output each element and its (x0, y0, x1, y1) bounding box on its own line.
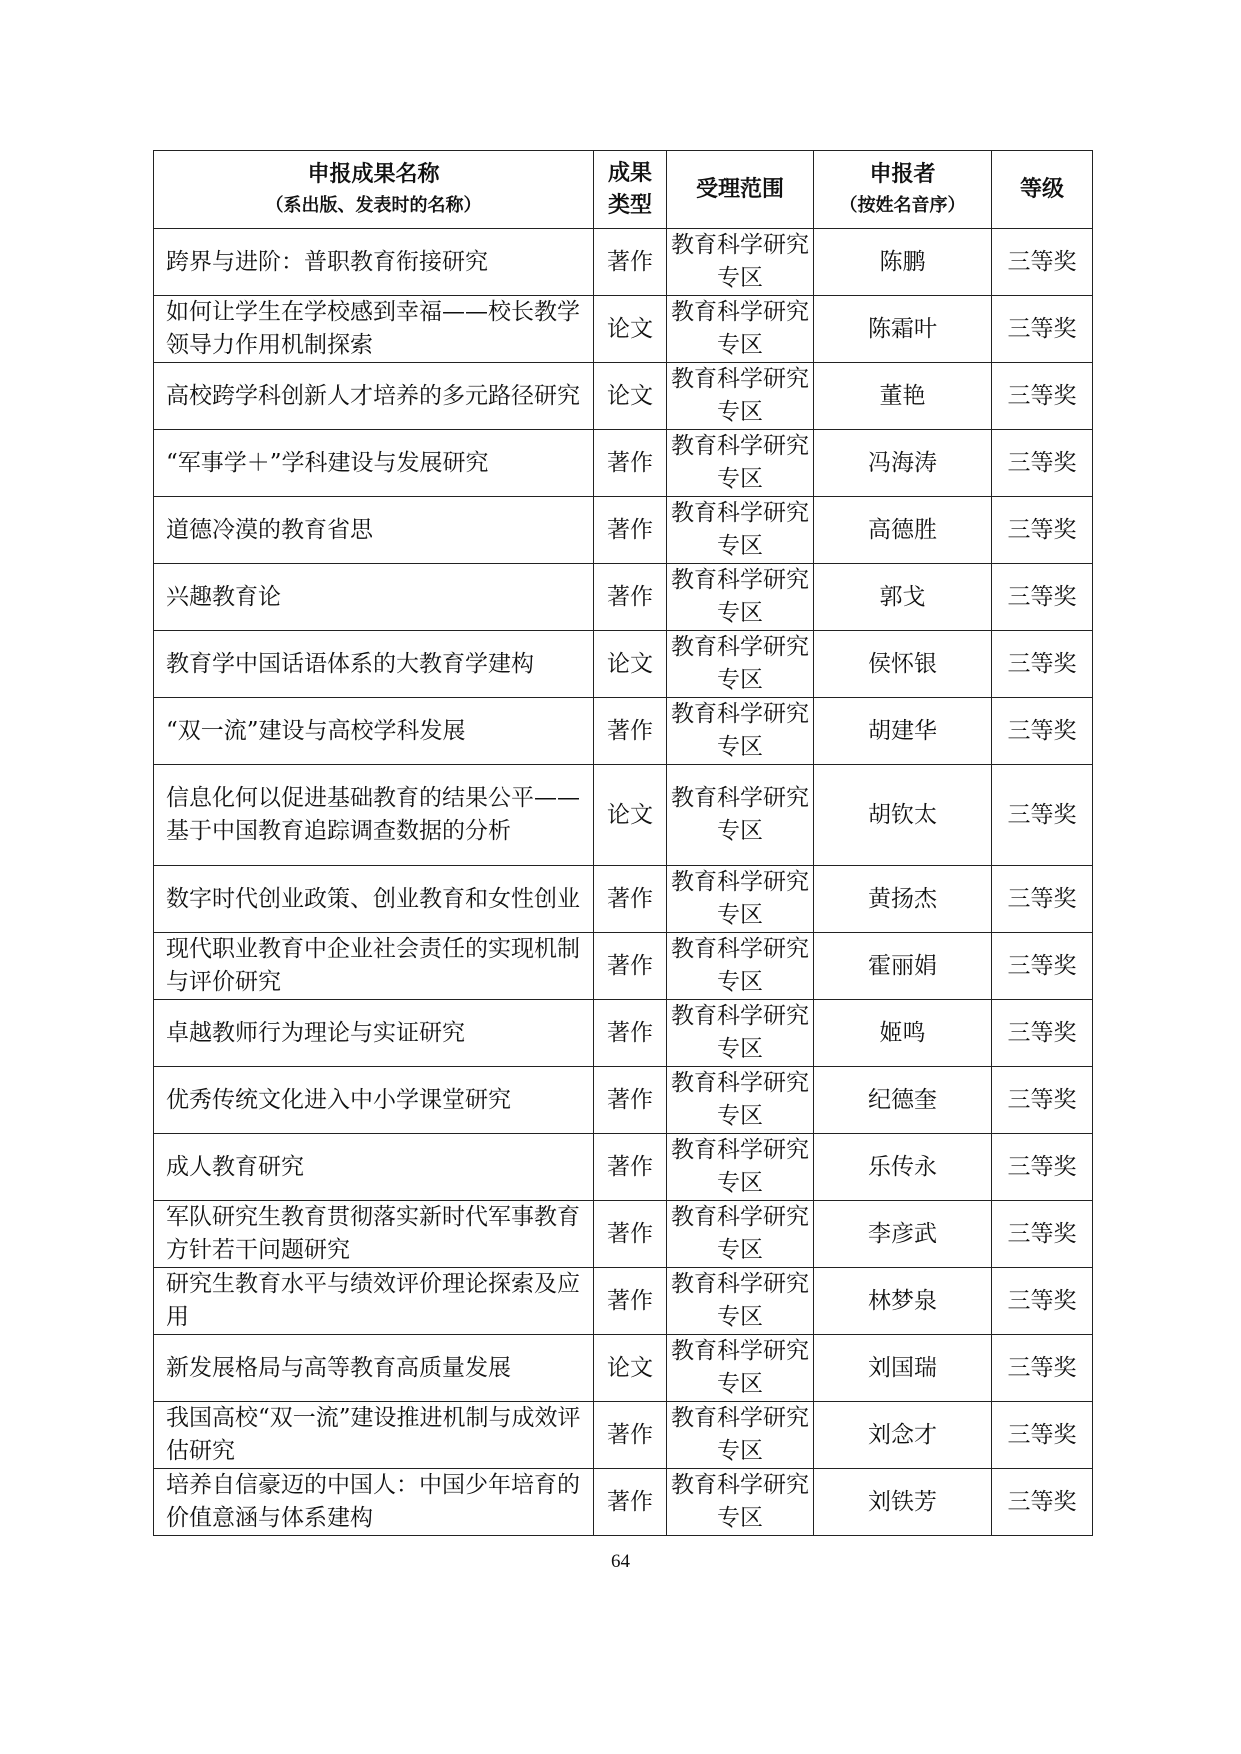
cell-applicant: 霍丽娟 (814, 933, 992, 1000)
cell-level: 三等奖 (992, 765, 1093, 866)
cell-name: 军队研究生教育贯彻落实新时代军事教育方针若干问题研究 (154, 1201, 594, 1268)
cell-applicant: 刘念才 (814, 1402, 992, 1469)
table-row (154, 866, 1093, 933)
cell-type: 论文 (594, 631, 667, 698)
cell-type: 论文 (594, 1335, 667, 1402)
cell-level: 三等奖 (992, 1201, 1093, 1268)
cell-name: “军事学＋”学科建设与发展研究 (154, 430, 594, 497)
cell-scope: 教育科学研究专区 (667, 564, 814, 631)
cell-type: 著作 (594, 1469, 667, 1536)
cell-scope: 教育科学研究专区 (667, 1402, 814, 1469)
header-name-sub: （系出版、发表时的名称） (265, 194, 482, 216)
cell-applicant: 董艳 (814, 363, 992, 430)
cell-level: 三等奖 (992, 296, 1093, 363)
cell-type: 著作 (594, 497, 667, 564)
cell-scope: 教育科学研究专区 (667, 1067, 814, 1134)
table-row (154, 1402, 1093, 1469)
cell-scope: 教育科学研究专区 (667, 933, 814, 1000)
header-row (154, 151, 1093, 229)
cell-level: 三等奖 (992, 1134, 1093, 1201)
cell-level: 三等奖 (992, 698, 1093, 765)
header-applicant-sub: （按姓名音序） (839, 194, 966, 216)
cell-scope: 教育科学研究专区 (667, 1000, 814, 1067)
cell-type: 著作 (594, 1201, 667, 1268)
cell-type: 著作 (594, 933, 667, 1000)
header-name (154, 151, 594, 229)
cell-applicant: 陈鹏 (814, 229, 992, 296)
table-row (154, 1469, 1093, 1536)
cell-applicant: 郭戈 (814, 564, 992, 631)
cell-level: 三等奖 (992, 497, 1093, 564)
cell-applicant: 李彦武 (814, 1201, 992, 1268)
cell-scope: 教育科学研究专区 (667, 1268, 814, 1335)
header-type: 成果类型 (594, 151, 667, 229)
cell-name: 卓越教师行为理论与实证研究 (154, 1000, 594, 1067)
table-row (154, 564, 1093, 631)
table-row (154, 296, 1093, 363)
cell-level: 三等奖 (992, 933, 1093, 1000)
cell-name: 研究生教育水平与绩效评价理论探索及应用 (154, 1268, 594, 1335)
cell-name: 跨界与进阶：普职教育衔接研究 (154, 229, 594, 296)
cell-name: 现代职业教育中企业社会责任的实现机制与评价研究 (154, 933, 594, 1000)
cell-scope: 教育科学研究专区 (667, 1469, 814, 1536)
cell-applicant: 胡建华 (814, 698, 992, 765)
cell-name: 兴趣教育论 (154, 564, 594, 631)
table-row (154, 1201, 1093, 1268)
cell-name: 如何让学生在学校感到幸福——校长教学领导力作用机制探索 (154, 296, 594, 363)
table-row (154, 1067, 1093, 1134)
cell-applicant: 姬鸣 (814, 1000, 992, 1067)
cell-level: 三等奖 (992, 1067, 1093, 1134)
cell-type: 论文 (594, 296, 667, 363)
cell-scope: 教育科学研究专区 (667, 430, 814, 497)
table-row (154, 229, 1093, 296)
cell-type: 论文 (594, 363, 667, 430)
cell-scope: 教育科学研究专区 (667, 1335, 814, 1402)
cell-scope: 教育科学研究专区 (667, 363, 814, 430)
cell-applicant: 侯怀银 (814, 631, 992, 698)
cell-scope: 教育科学研究专区 (667, 229, 814, 296)
cell-applicant: 黄扬杰 (814, 866, 992, 933)
cell-type: 著作 (594, 866, 667, 933)
cell-type: 著作 (594, 1268, 667, 1335)
cell-name: 道德冷漠的教育省思 (154, 497, 594, 564)
cell-applicant: 陈霜叶 (814, 296, 992, 363)
table-row (154, 698, 1093, 765)
table-row (154, 933, 1093, 1000)
cell-scope: 教育科学研究专区 (667, 866, 814, 933)
cell-applicant: 纪德奎 (814, 1067, 992, 1134)
awards-table (153, 150, 1093, 1536)
header-applicant (814, 151, 992, 229)
cell-applicant: 高德胜 (814, 497, 992, 564)
cell-name: 新发展格局与高等教育高质量发展 (154, 1335, 594, 1402)
cell-type: 著作 (594, 430, 667, 497)
cell-scope: 教育科学研究专区 (667, 698, 814, 765)
table-row (154, 363, 1093, 430)
cell-applicant: 冯海涛 (814, 430, 992, 497)
cell-name: 信息化何以促进基础教育的结果公平——基于中国教育追踪调查数据的分析 (154, 765, 594, 866)
cell-type: 著作 (594, 229, 667, 296)
table-row (154, 765, 1093, 866)
cell-type: 著作 (594, 698, 667, 765)
cell-name: 教育学中国话语体系的大教育学建构 (154, 631, 594, 698)
table-row (154, 497, 1093, 564)
table-row (154, 430, 1093, 497)
cell-level: 三等奖 (992, 564, 1093, 631)
header-applicant-main: 申报者 (869, 161, 936, 187)
cell-level: 三等奖 (992, 1469, 1093, 1536)
cell-applicant: 刘铁芳 (814, 1469, 992, 1536)
cell-name: 高校跨学科创新人才培养的多元路径研究 (154, 363, 594, 430)
page-number: 64 (611, 1551, 630, 1572)
header-scope: 受理范围 (667, 151, 814, 229)
cell-name: 培养自信豪迈的中国人：中国少年培育的价值意涵与体系建构 (154, 1469, 594, 1536)
cell-level: 三等奖 (992, 1000, 1093, 1067)
table-row (154, 1000, 1093, 1067)
cell-scope: 教育科学研究专区 (667, 497, 814, 564)
cell-level: 三等奖 (992, 1268, 1093, 1335)
cell-scope: 教育科学研究专区 (667, 296, 814, 363)
cell-scope: 教育科学研究专区 (667, 1201, 814, 1268)
cell-scope: 教育科学研究专区 (667, 631, 814, 698)
table-row (154, 631, 1093, 698)
cell-type: 著作 (594, 564, 667, 631)
cell-scope: 教育科学研究专区 (667, 1134, 814, 1201)
cell-name: 数字时代创业政策、创业教育和女性创业 (154, 866, 594, 933)
cell-name: 优秀传统文化进入中小学课堂研究 (154, 1067, 594, 1134)
cell-type: 著作 (594, 1067, 667, 1134)
header-name-main: 申报成果名称 (307, 161, 440, 187)
cell-name: 成人教育研究 (154, 1134, 594, 1201)
cell-applicant: 林梦泉 (814, 1268, 992, 1335)
table-row (154, 1268, 1093, 1335)
cell-type: 著作 (594, 1000, 667, 1067)
cell-type: 论文 (594, 765, 667, 866)
cell-type: 著作 (594, 1134, 667, 1201)
table-row (154, 1335, 1093, 1402)
cell-level: 三等奖 (992, 866, 1093, 933)
table-row (154, 1134, 1093, 1201)
cell-level: 三等奖 (992, 1335, 1093, 1402)
cell-name: “双一流”建设与高校学科发展 (154, 698, 594, 765)
cell-level: 三等奖 (992, 631, 1093, 698)
cell-applicant: 乐传永 (814, 1134, 992, 1201)
cell-level: 三等奖 (992, 430, 1093, 497)
cell-level: 三等奖 (992, 1402, 1093, 1469)
cell-applicant: 刘国瑞 (814, 1335, 992, 1402)
cell-applicant: 胡钦太 (814, 765, 992, 866)
cell-level: 三等奖 (992, 363, 1093, 430)
cell-level: 三等奖 (992, 229, 1093, 296)
cell-scope: 教育科学研究专区 (667, 765, 814, 866)
cell-name: 我国高校“双一流”建设推进机制与成效评估研究 (154, 1402, 594, 1469)
cell-type: 著作 (594, 1402, 667, 1469)
header-level: 等级 (992, 151, 1093, 229)
